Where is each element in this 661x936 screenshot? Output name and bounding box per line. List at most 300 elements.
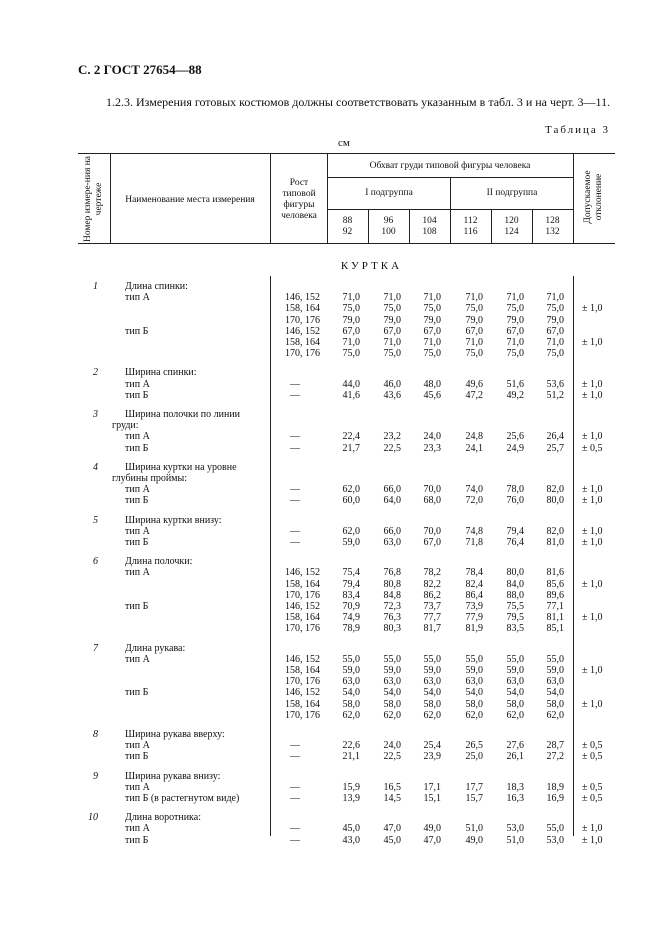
table-cell-value: 58,0 — [342, 698, 360, 710]
height-value: 158, 164 — [285, 303, 320, 315]
height-value: 158, 164 — [285, 665, 320, 676]
tolerance-value: ± 1,0 — [582, 484, 603, 496]
col-tolerance-header: Допускаемое отклонение — [583, 170, 604, 224]
table-cell-value: 45,6 — [423, 389, 441, 401]
type-label: тип А — [125, 525, 150, 537]
table-cell-value: 80,0 — [506, 567, 524, 579]
height-value: — — [290, 378, 300, 390]
table-cell-value: 75,0 — [546, 303, 564, 315]
table-cell-value: 75,0 — [465, 303, 483, 315]
table-cell-value: 79,0 — [383, 314, 401, 326]
measure-name: Ширина рукава вверху: — [125, 729, 225, 740]
measure-number: 4 — [93, 461, 98, 473]
measure-name: глубины проймы: — [112, 473, 187, 484]
table-cell-value: 71,0 — [546, 292, 564, 304]
table-cell-value: 76,4 — [506, 537, 524, 548]
measure-number: 10 — [88, 812, 98, 824]
height-value: 158, 164 — [285, 612, 320, 624]
table-cell-value: 81,7 — [423, 623, 441, 635]
table-cell-value: 43,6 — [383, 389, 401, 401]
table-cell-value: 21,7 — [342, 442, 360, 454]
height-value: 170, 176 — [285, 676, 320, 688]
table-cell-value: 22,6 — [342, 740, 360, 752]
table-cell-value: 63,0 — [383, 676, 401, 688]
type-label: тип Б — [125, 601, 149, 612]
table-cell-value: 54,0 — [423, 687, 441, 699]
height-value: 170, 176 — [285, 709, 320, 721]
table-cell-value: 71,0 — [423, 337, 441, 348]
table-cell-value: 59,0 — [506, 665, 524, 676]
table-cell-value: 26,1 — [506, 751, 524, 763]
table-cell-value: 67,0 — [423, 325, 441, 337]
measure-number: 2 — [93, 367, 98, 379]
tolerance-value: ± 1,0 — [582, 834, 603, 846]
table-cell-value: 45,0 — [342, 823, 360, 835]
table-cell-value: 73,7 — [423, 601, 441, 612]
table-cell-value: 89,6 — [546, 589, 564, 601]
height-value: 170, 176 — [285, 589, 320, 601]
measure-number: 9 — [93, 770, 98, 782]
table-cell-value: 51,6 — [506, 378, 524, 390]
table-cell-value: 66,0 — [383, 525, 401, 537]
type-label: тип А — [125, 740, 150, 752]
table-cell-value: 71,0 — [342, 292, 360, 304]
table-cell-value: 62,0 — [383, 709, 401, 721]
table-cell-value: 49,2 — [506, 389, 524, 401]
table-cell-value: 81,0 — [546, 537, 564, 548]
table-cell-value: 62,0 — [506, 709, 524, 721]
table-cell-value: 13,9 — [342, 793, 360, 804]
table-cell-value: 62,0 — [423, 709, 441, 721]
table-cell-value: 79,0 — [546, 314, 564, 326]
measure-name: Длина спинки: — [125, 281, 188, 292]
table-cell-value: 23,2 — [383, 431, 401, 443]
table-cell-value: 81,6 — [546, 567, 564, 579]
table-cell-value: 62,0 — [546, 709, 564, 721]
height-value: — — [290, 781, 300, 793]
table-cell-value: 71,0 — [383, 292, 401, 304]
table-cell-value: 24,9 — [506, 442, 524, 454]
height-value: 146, 152 — [285, 325, 320, 337]
height-value: — — [290, 751, 300, 763]
type-label: тип А — [125, 781, 150, 793]
table-cell-value: 67,0 — [383, 325, 401, 337]
height-value: 146, 152 — [285, 292, 320, 304]
type-label: тип А — [125, 567, 150, 579]
measure-name: Ширина спинки: — [125, 367, 197, 379]
table-cell-value: 82,2 — [423, 578, 441, 590]
table-cell-value: 41,6 — [342, 389, 360, 401]
table-cell-value: 79,4 — [342, 578, 360, 590]
section-title: КУРТКА — [340, 260, 403, 272]
table-cell-value: 79,0 — [342, 314, 360, 326]
table-cell-value: 72,3 — [383, 601, 401, 612]
table-cell-value: 25,4 — [423, 740, 441, 752]
measure-number: 5 — [93, 514, 98, 526]
table-cell-value: 82,0 — [546, 484, 564, 496]
table-cell-value: 80,3 — [383, 623, 401, 635]
type-label: тип Б — [125, 442, 149, 454]
table-cell-value: 63,0 — [342, 676, 360, 688]
table-cell-value: 73,9 — [465, 601, 483, 612]
table-cell-value: 75,0 — [342, 348, 360, 360]
table-cell-value: 63,0 — [506, 676, 524, 688]
table-cell-value: 59,0 — [465, 665, 483, 676]
table-cell-value: 24,1 — [465, 442, 483, 454]
table-cell-value: 54,0 — [506, 687, 524, 699]
table-cell-value: 15,7 — [465, 793, 483, 804]
table-cell-value: 25,0 — [465, 751, 483, 763]
type-label: тип Б — [125, 687, 149, 699]
table-cell-value: 44,0 — [342, 378, 360, 390]
tolerance-value: ± 1,0 — [582, 823, 603, 835]
type-label: тип А — [125, 292, 150, 304]
col-num-header: Номер измере-ния на чертеже — [83, 155, 104, 243]
height-value: — — [290, 495, 300, 507]
height-value: — — [290, 823, 300, 835]
table-cell-value: 54,0 — [342, 687, 360, 699]
table-cell-value: 58,0 — [383, 698, 401, 710]
table-cell-value: 60,0 — [342, 495, 360, 507]
table-cell-value: 62,0 — [342, 709, 360, 721]
measure-name: Ширина рукава внизу: — [125, 770, 221, 782]
table-cell-value: 24,0 — [383, 740, 401, 752]
table-cell-value: 63,0 — [383, 537, 401, 548]
height-value: — — [290, 484, 300, 496]
table-cell-value: 55,0 — [546, 653, 564, 665]
type-label: тип Б (в растегнутом виде) — [125, 793, 240, 804]
table-cell-value: 28,7 — [546, 740, 564, 752]
table-cell-value: 67,0 — [423, 537, 441, 548]
table-cell-value: 86,2 — [423, 589, 441, 601]
table-cell-value: 47,0 — [423, 834, 441, 846]
height-value: 170, 176 — [285, 348, 320, 360]
tolerance-value: ± 1,0 — [582, 698, 603, 710]
table-cell-value: 77,7 — [423, 612, 441, 624]
tolerance-value: ± 0,5 — [582, 740, 603, 752]
table-cell-value: 77,1 — [546, 601, 564, 612]
table-cell-value: 74,9 — [342, 612, 360, 624]
tolerance-value: ± 1,0 — [582, 303, 603, 315]
height-value: — — [290, 442, 300, 454]
table-cell-value: 75,0 — [546, 348, 564, 360]
table-cell-value: 68,0 — [423, 495, 441, 507]
measure-number: 7 — [93, 642, 98, 654]
table-cell-value: 26,5 — [465, 740, 483, 752]
col-height-header: Рост типовой фигуры человека — [281, 178, 317, 221]
table-cell-value: 75,0 — [383, 348, 401, 360]
measure-name: Длина рукава: — [125, 642, 186, 654]
table-cell-value: 55,0 — [423, 653, 441, 665]
measure-name: Ширина полочки по линии — [125, 409, 241, 420]
tolerance-value: ± 1,0 — [582, 378, 603, 390]
table-cell-value: 79,0 — [506, 314, 524, 326]
table-cell-value: 55,0 — [465, 653, 483, 665]
table-cell-value: 15,9 — [342, 781, 360, 793]
table-cell-value: 59,0 — [383, 665, 401, 676]
table-cell-value: 62,0 — [342, 484, 360, 496]
table-cell-value: 67,0 — [506, 325, 524, 337]
table-cell-value: 16,9 — [546, 793, 564, 804]
type-label: тип А — [125, 484, 150, 496]
table-cell-value: 58,0 — [506, 698, 524, 710]
table-cell-value: 75,0 — [506, 348, 524, 360]
table-label: Таблица 3 — [545, 124, 611, 136]
table-cell-value: 75,0 — [465, 348, 483, 360]
height-value: — — [290, 834, 300, 846]
type-label: тип Б — [125, 389, 149, 401]
type-label: тип А — [125, 378, 150, 390]
tolerance-value: ± 0,5 — [582, 751, 603, 763]
table-cell-value: 86,4 — [465, 589, 483, 601]
type-label: тип Б — [125, 495, 149, 507]
table-cell-value: 58,0 — [423, 698, 441, 710]
table-cell-value: 62,0 — [342, 525, 360, 537]
table-cell-value: 71,0 — [342, 337, 360, 348]
table-cell-value: 76,0 — [506, 495, 524, 507]
table-cell-value: 66,0 — [383, 484, 401, 496]
measure-number: 8 — [93, 729, 98, 740]
measure-name: Длина воротника: — [125, 812, 201, 824]
table-cell-value: 55,0 — [546, 823, 564, 835]
table-cell-value: 63,0 — [423, 676, 441, 688]
table-cell-value: 25,7 — [546, 442, 564, 454]
table-cell-value: 75,4 — [342, 567, 360, 579]
table-cell-value: 17,7 — [465, 781, 483, 793]
col-group2-header: II подгруппа — [486, 188, 538, 198]
height-value: 170, 176 — [285, 623, 320, 635]
table-cell-value: 88,0 — [506, 589, 524, 601]
table-cell-value: 76,3 — [383, 612, 401, 624]
table-cell-value: 23,3 — [423, 442, 441, 454]
tolerance-value: ± 1,0 — [582, 612, 603, 624]
height-value: — — [290, 537, 300, 548]
measure-number: 1 — [93, 281, 98, 292]
height-value: — — [290, 525, 300, 537]
tolerance-value: ± 0,5 — [582, 442, 603, 454]
table-cell-value: 75,0 — [423, 303, 441, 315]
table-cell-value: 53,0 — [546, 834, 564, 846]
table-cell-value: 72,0 — [465, 495, 483, 507]
type-label: тип Б — [125, 834, 149, 846]
table-cell-value: 45,0 — [383, 834, 401, 846]
table-cell-value: 25,6 — [506, 431, 524, 443]
measure-name: Ширина куртки на уровне — [125, 461, 237, 473]
table-cell-value: 79,5 — [506, 612, 524, 624]
measure-name: груди: — [112, 420, 139, 432]
table-cell-value: 48,0 — [423, 378, 441, 390]
height-value: — — [290, 793, 300, 804]
table-cell-value: 70,0 — [423, 484, 441, 496]
measure-name: Ширина куртки внизу: — [125, 514, 222, 526]
table-cell-value: 27,2 — [546, 751, 564, 763]
size-header: 112 116 — [463, 216, 478, 237]
table-cell-value: 70,0 — [423, 525, 441, 537]
table-cell-value: 63,0 — [465, 676, 483, 688]
table-cell-value: 53,6 — [546, 378, 564, 390]
size-header: 128 132 — [545, 216, 560, 237]
table-cell-value: 49,0 — [465, 834, 483, 846]
table-cell-value: 16,3 — [506, 793, 524, 804]
table-cell-value: 84,0 — [506, 578, 524, 590]
height-value: 146, 152 — [285, 687, 320, 699]
measure-number: 6 — [93, 556, 98, 568]
unit-label: см — [338, 137, 350, 149]
col-girth-header: Обхват груди типовой фигуры человека — [369, 161, 531, 171]
table-cell-value: 83,5 — [506, 623, 524, 635]
height-value: — — [290, 389, 300, 401]
table-cell-value: 22,4 — [342, 431, 360, 443]
table-cell-value: 71,0 — [506, 292, 524, 304]
table-cell-value: 71,8 — [465, 537, 483, 548]
table-cell-value: 78,9 — [342, 623, 360, 635]
tolerance-value: ± 0,5 — [582, 793, 603, 804]
table-cell-value: 17,1 — [423, 781, 441, 793]
table-cell-value: 70,9 — [342, 601, 360, 612]
table-cell-value: 51,0 — [506, 834, 524, 846]
table-cell-value: 18,9 — [546, 781, 564, 793]
table-cell-value: 82,4 — [465, 578, 483, 590]
table-cell-value: 26,4 — [546, 431, 564, 443]
table-cell-value: 81,1 — [546, 612, 564, 624]
table-cell-value: 74,8 — [465, 525, 483, 537]
table-cell-value: 24,0 — [423, 431, 441, 443]
table-cell-value: 55,0 — [506, 653, 524, 665]
table-cell-value: 67,0 — [342, 325, 360, 337]
table-cell-value: 67,0 — [465, 325, 483, 337]
table-cell-value: 22,5 — [383, 751, 401, 763]
table-cell-value: 77,9 — [465, 612, 483, 624]
table-cell-value: 71,0 — [506, 337, 524, 348]
tolerance-value: ± 1,0 — [582, 431, 603, 443]
type-label: тип А — [125, 653, 150, 665]
type-label: тип Б — [125, 325, 149, 337]
table-cell-value: 47,2 — [465, 389, 483, 401]
table-cell-value: 16,5 — [383, 781, 401, 793]
table-cell-value: 59,0 — [546, 665, 564, 676]
table-cell-value: 75,0 — [383, 303, 401, 315]
table-cell-value: 75,0 — [342, 303, 360, 315]
table-cell-value: 55,0 — [342, 653, 360, 665]
table-cell-value: 79,0 — [465, 314, 483, 326]
height-value: 146, 152 — [285, 567, 320, 579]
table-cell-value: 59,0 — [342, 537, 360, 548]
table-cell-value: 71,0 — [423, 292, 441, 304]
height-value: — — [290, 740, 300, 752]
table-cell-value: 85,6 — [546, 578, 564, 590]
table-cell-value: 54,0 — [546, 687, 564, 699]
tolerance-value: ± 1,0 — [582, 578, 603, 590]
table-cell-value: 76,8 — [383, 567, 401, 579]
table-cell-value: 71,0 — [465, 292, 483, 304]
table-cell-value: 21,1 — [342, 751, 360, 763]
table-cell-value: 80,0 — [546, 495, 564, 507]
height-value: 146, 152 — [285, 601, 320, 612]
table-cell-value: 49,6 — [465, 378, 483, 390]
table-cell-value: 46,0 — [383, 378, 401, 390]
table-cell-value: 82,0 — [546, 525, 564, 537]
tolerance-value: ± 1,0 — [582, 525, 603, 537]
table-cell-value: 49,0 — [423, 823, 441, 835]
table-cell-value: 51,2 — [546, 389, 564, 401]
table-cell-value: 81,9 — [465, 623, 483, 635]
table-cell-value: 64,0 — [383, 495, 401, 507]
table-cell-value: 55,0 — [383, 653, 401, 665]
height-value: — — [290, 431, 300, 443]
height-value: 146, 152 — [285, 653, 320, 665]
table-cell-value: 83,4 — [342, 589, 360, 601]
table-cell-value: 71,0 — [465, 337, 483, 348]
table-cell-value: 75,0 — [423, 348, 441, 360]
tolerance-value: ± 1,0 — [582, 665, 603, 676]
intro-paragraph: 1.2.3. Измерения готовых костюмов должны соответствовать указанным в табл. 3 и на черт. 3—11. — [106, 95, 611, 109]
table-cell-value: 14,5 — [383, 793, 401, 804]
table-cell-value: 78,0 — [506, 484, 524, 496]
table-cell-value: 75,0 — [506, 303, 524, 315]
col-name-header: Наименование места измерения — [125, 195, 255, 205]
table-cell-value: 43,0 — [342, 834, 360, 846]
height-value: 158, 164 — [285, 337, 320, 348]
table-cell-value: 58,0 — [546, 698, 564, 710]
col-group1-header: I подгруппа — [365, 188, 413, 198]
type-label: тип Б — [125, 751, 149, 763]
table-cell-value: 79,4 — [506, 525, 524, 537]
table-cell-value: 71,0 — [383, 337, 401, 348]
table-cell-value: 62,0 — [465, 709, 483, 721]
table-cell-value: 74,0 — [465, 484, 483, 496]
height-value: 158, 164 — [285, 578, 320, 590]
measure-name: Длина полочки: — [125, 556, 193, 568]
table-cell-value: 80,8 — [383, 578, 401, 590]
table-cell-value: 15,1 — [423, 793, 441, 804]
table-cell-value: 54,0 — [383, 687, 401, 699]
size-header: 120 124 — [504, 216, 519, 237]
table-cell-value: 75,5 — [506, 601, 524, 612]
measure-number: 3 — [93, 409, 98, 420]
tolerance-value: ± 1,0 — [582, 337, 603, 348]
table-cell-value: 79,0 — [423, 314, 441, 326]
height-value: 170, 176 — [285, 314, 320, 326]
table-cell-value: 84,8 — [383, 589, 401, 601]
table-cell-value: 71,0 — [546, 337, 564, 348]
table-cell-value: 78,2 — [423, 567, 441, 579]
tolerance-value: ± 1,0 — [582, 537, 603, 548]
type-label: тип Б — [125, 537, 149, 548]
table-cell-value: 85,1 — [546, 623, 564, 635]
tolerance-value: ± 1,0 — [582, 389, 603, 401]
table-cell-value: 59,0 — [423, 665, 441, 676]
table-cell-value: 54,0 — [465, 687, 483, 699]
table-cell-value: 22,5 — [383, 442, 401, 454]
table-cell-value: 24,8 — [465, 431, 483, 443]
table-cell-value: 78,4 — [465, 567, 483, 579]
table-cell-value: 47,0 — [383, 823, 401, 835]
table-cell-value: 67,0 — [546, 325, 564, 337]
size-header: 104 108 — [422, 216, 437, 237]
table-cell-value: 51,0 — [465, 823, 483, 835]
page-header: С. 2 ГОСТ 27654—88 — [78, 62, 202, 77]
tolerance-value: ± 1,0 — [582, 495, 603, 507]
table-cell-value: 63,0 — [546, 676, 564, 688]
tolerance-value: ± 0,5 — [582, 781, 603, 793]
height-value: 158, 164 — [285, 698, 320, 710]
size-header: 88 92 — [342, 216, 353, 237]
table-cell-value: 23,9 — [423, 751, 441, 763]
table-cell-value: 27,6 — [506, 740, 524, 752]
size-header: 96 100 — [381, 216, 396, 237]
table-cell-value: 58,0 — [465, 698, 483, 710]
table-cell-value: 53,0 — [506, 823, 524, 835]
